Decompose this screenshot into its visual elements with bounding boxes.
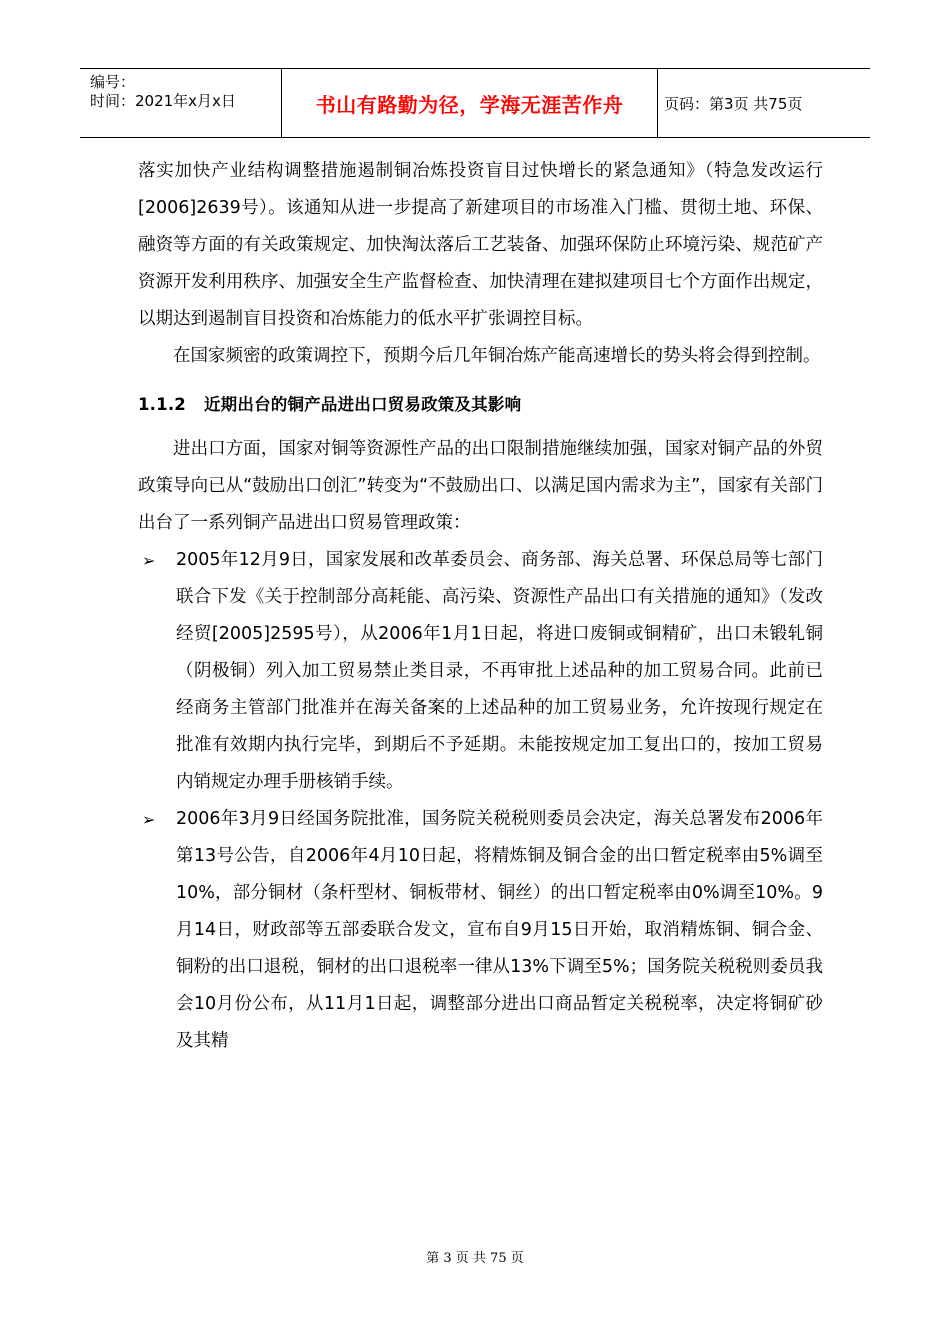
header-meta [80,69,282,137]
arrow-bullet-icon: ➢ [142,810,156,829]
bullet-list [136,542,823,1060]
section-title: 近期出台的铜产品进出口贸易政策及其影响 [203,395,522,414]
section-heading [138,389,823,421]
section-number: 1.1.2 [138,395,186,414]
header-motto: 书山有路勤为径，学海无涯苦作舟 [282,69,658,137]
page-header [80,68,870,138]
arrow-bullet-icon: ➢ [142,551,156,570]
paragraph: 在国家频密的政策调控下，预期今后几年铜冶炼产能高速增长的势头将会得到控制。 [173,346,821,366]
list-item [136,801,823,1060]
serial-number-label: 编号： [90,73,136,91]
paragraph: 进出口方面，国家对铜等资源性产品的出口限制措施继续加强，国家对铜产品的外贸政策导向已从“鼓励出口创汇”转变为“不鼓励出口、以满足国内需求为主”，国家有关部门出台了一系列铜产品进出口贸易管理政策： [138,439,823,533]
list-item-text: 2005年12月9日，国家发展和改革委员会、商务部、海关总署、环保总局等七部门联合下发《关于控制部分高耗能、高污染、资源性产品出口有关措施的通知》（发改经贸[2005]2595号），从2006年1月1日起，将进口废铜或铜精矿，出口未锻轧铜（阴极铜）列入加工贸易禁止类目录，不再审批上述品种的加工贸易合同。此前已经商务主管部门批准并在海关备案的上述品种的加工贸易业务，允许按现行规定在批准有效期内执行完毕，到期后不予延期。未能按规定加工复出口的，按加工贸易内销规定办理手册核销手续。 [176,550,823,792]
header-page-info: 页码：第3页 共75页 [664,94,803,113]
list-item [136,542,823,801]
page-footer: 第 3 页 共 75 页 [426,1251,524,1266]
list-item-text: 2006年3月9日经国务院批准，国务院关税税则委员会决定，海关总署发布2006年第13号公告，自2006年4月10日起，将精炼铜及铜合金的出口暂定税率由5%调至10%，部分铜材（条杆型材、铜板带材、铜丝）的出口暂定税率由0%调至10%。9月14日，财政部等五部委联合发文，宣布自9月15日开始，取消精炼铜、铜合金、铜粉的出口退税，铜材的出口退税率一律从13%下调至5%；国务院关税税则委员我会10月份公布，从11月1日起，调整部分进出口商品暂定关税税率，决定将铜矿砂及其精 [176,809,823,1051]
document-body [138,153,823,1060]
time-label: 时间：2021年x月x日 [90,92,236,110]
paragraph: 落实加快产业结构调整措施遏制铜冶炼投资盲目过快增长的紧急通知》（特急发改运行[2006]2639号）。该通知从进一步提高了新建项目的市场准入门槛、贯彻土地、环保、融资等方面的有关政策规定、加快淘汰落后工艺装备、加强环保防止环境污染、规范矿产资源开发利用秩序、加强安全生产监督检查、加快清理在建拟建项目七个方面作出规定，以期达到遏制盲目投资和冶炼能力的低水平扩张调控目标。 [138,161,823,329]
